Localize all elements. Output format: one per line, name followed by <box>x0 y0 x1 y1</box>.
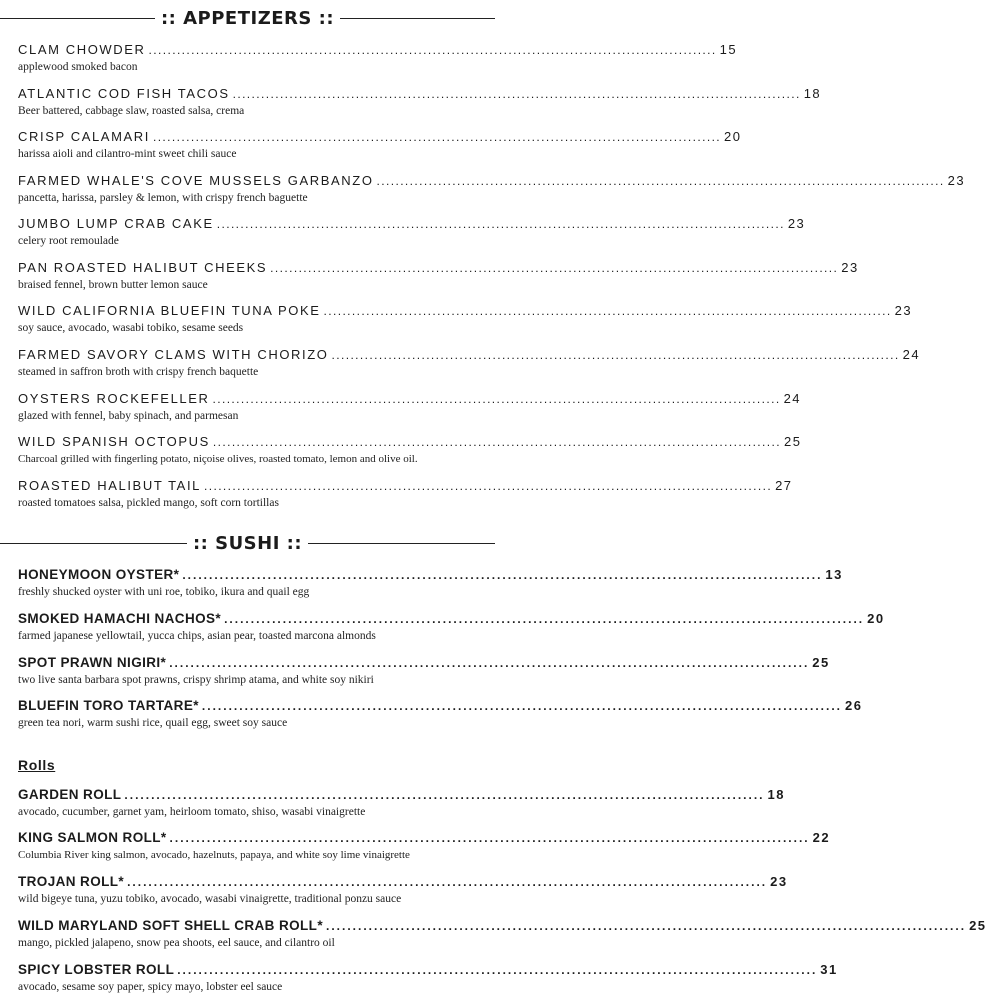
item-price: 18 <box>803 86 822 101</box>
leader-dots: ........................................................................................................................ <box>201 699 842 713</box>
item-description: celery root remoulade <box>18 235 119 247</box>
leader-dots: ........................................................................................................................ <box>376 174 945 188</box>
item-price: 13 <box>825 567 843 582</box>
item-name: BLUEFIN TORO TARTARE* <box>18 698 199 713</box>
item-description: glazed with fennel, baby spinach, and parmesan <box>18 410 239 422</box>
leader-dots: ........................................................................................................................ <box>212 435 781 449</box>
item-price: 23 <box>841 260 859 275</box>
item-description: freshly shucked oyster with uni roe, tobiko, ikura and quail egg <box>18 586 310 598</box>
leader-dots: ........................................................................................................................ <box>216 217 785 231</box>
menu-item <box>18 260 859 292</box>
header-rule <box>308 543 495 544</box>
item-description: steamed in saffron broth with crispy french baquette <box>18 366 259 378</box>
menu-item <box>18 42 738 74</box>
item-description: Beer battered, cabbage slaw, roasted salsa, crema <box>18 105 245 117</box>
item-price: 23 <box>947 173 966 188</box>
item-description: farmed japanese yellowtail, yucca chips, asian pear, toasted marcona almonds <box>18 630 376 642</box>
leader-dots: ........................................................................................................................ <box>232 87 801 101</box>
menu-item <box>18 129 742 161</box>
item-price: 26 <box>844 698 863 713</box>
item-name: ROASTED HALIBUT TAIL <box>18 478 201 493</box>
item-description: two live santa barbara spot prawns, crispy shrimp atama, and white soy nikiri <box>18 674 374 686</box>
item-price: 27 <box>775 478 793 493</box>
leader-dots: ........................................................................................................................ <box>323 304 892 318</box>
leader-dots: ........................................................................................................................ <box>204 479 773 493</box>
appetizers-header <box>0 8 495 29</box>
item-price: 31 <box>820 962 838 977</box>
leader-dots: ........................................................................................................................ <box>331 348 900 362</box>
leader-dots: ........................................................................................................................ <box>270 261 839 275</box>
item-name: FARMED WHALE'S COVE MUSSELS GARBANZO <box>18 173 374 188</box>
item-name: KING SALMON ROLL* <box>18 830 167 845</box>
menu-item <box>18 391 802 423</box>
item-price: 24 <box>783 391 802 406</box>
leader-dots: ........................................................................................................................ <box>169 831 810 845</box>
appetizers-title: :: APPETIZERS :: <box>160 8 335 29</box>
item-name: SPICY LOBSTER ROLL <box>18 962 175 977</box>
menu-item <box>18 216 806 248</box>
item-description: avocado, sesame soy paper, spicy mayo, lobster eel sauce <box>18 981 283 993</box>
menu-item <box>18 303 913 335</box>
menu-item <box>18 787 785 819</box>
menu-item <box>18 830 831 862</box>
item-price: 24 <box>902 347 921 362</box>
leader-dots: ........................................................................................................................ <box>325 919 967 933</box>
item-name: GARDEN ROLL <box>18 787 122 802</box>
item-description: mango, pickled jalapeno, snow pea shoots, eel sauce, and cilantro oil <box>18 937 335 949</box>
item-price: 25 <box>969 918 987 933</box>
item-description: harissa aioli and cilantro-mint sweet chili sauce <box>18 148 237 160</box>
item-price: 23 <box>787 216 806 231</box>
item-description: braised fennel, brown butter lemon sauce <box>18 279 208 291</box>
rolls-subheading: Rolls <box>18 757 56 773</box>
item-price: 25 <box>812 655 830 670</box>
item-price: 18 <box>767 787 785 802</box>
item-description: applewood smoked bacon <box>18 61 138 73</box>
item-name: WILD CALIFORNIA BLUEFIN TUNA POKE <box>18 303 321 318</box>
item-name: SMOKED HAMACHI NACHOS* <box>18 611 222 626</box>
item-price: 20 <box>724 129 742 144</box>
leader-dots: ........................................................................................................................ <box>182 568 823 582</box>
menu-item <box>18 962 838 994</box>
item-name: PAN ROASTED HALIBUT CHEEKS <box>18 260 268 275</box>
menu-item <box>18 347 921 379</box>
item-price: 23 <box>770 874 788 889</box>
item-name: OYSTERS ROCKEFELLER <box>18 391 210 406</box>
leader-dots: ........................................................................................................................ <box>177 963 818 977</box>
item-name: HONEYMOON OYSTER* <box>18 567 180 582</box>
leader-dots: ........................................................................................................................ <box>127 875 768 889</box>
item-name: FARMED SAVORY CLAMS WITH CHORIZO <box>18 347 329 362</box>
item-name: CLAM CHOWDER <box>18 42 146 57</box>
item-description: Columbia River king salmon, avocado, hazelnuts, papaya, and white soy lime vinaigrette <box>18 849 410 861</box>
menu-item <box>18 698 863 730</box>
item-description: green tea nori, warm sushi rice, quail egg, sweet soy sauce <box>18 717 288 729</box>
sushi-title: :: SUSHI :: <box>192 533 303 554</box>
header-rule <box>0 543 187 544</box>
leader-dots: ........................................................................................................................ <box>152 130 722 144</box>
item-name: SPOT PRAWN NIGIRI* <box>18 655 167 670</box>
leader-dots: ........................................................................................................................ <box>169 656 810 670</box>
item-description: soy sauce, avocado, wasabi tobiko, sesame seeds <box>18 322 244 334</box>
header-rule <box>340 18 495 19</box>
item-description: avocado, cucumber, garnet yam, heirloom tomato, shiso, wasabi vinaigrette <box>18 806 366 818</box>
item-price: 22 <box>812 830 831 845</box>
menu-item <box>18 611 885 643</box>
menu-item <box>18 86 822 118</box>
item-name: ATLANTIC COD FISH TACOS <box>18 86 230 101</box>
leader-dots: ........................................................................................................................ <box>224 612 865 626</box>
menu-item <box>18 874 788 906</box>
menu-item <box>18 918 987 950</box>
item-price: 23 <box>894 303 913 318</box>
leader-dots: ........................................................................................................................ <box>212 392 781 406</box>
item-price: 15 <box>719 42 738 57</box>
item-name: TROJAN ROLL* <box>18 874 125 889</box>
item-description: Charcoal grilled with fingerling potato, niçoise olives, roasted tomato, lemon and olive oil. <box>18 453 418 465</box>
item-description: pancetta, harissa, parsley & lemon, with crispy french baguette <box>18 192 308 204</box>
item-name: JUMBO LUMP CRAB CAKE <box>18 216 214 231</box>
item-description: roasted tomatoes salsa, pickled mango, soft corn tortillas <box>18 497 279 509</box>
sushi-header <box>0 533 495 554</box>
menu-item <box>18 655 830 687</box>
menu-item <box>18 478 793 510</box>
item-price: 20 <box>867 611 885 626</box>
item-name: WILD SPANISH OCTOPUS <box>18 434 210 449</box>
item-price: 25 <box>783 434 802 449</box>
item-name: CRISP CALAMARI <box>18 129 150 144</box>
leader-dots: ........................................................................................................................ <box>148 43 717 57</box>
item-name: WILD MARYLAND SOFT SHELL CRAB ROLL* <box>18 918 323 933</box>
item-description: wild bigeye tuna, yuzu tobiko, avocado, wasabi vinaigrette, traditional ponzu sauce <box>18 893 402 905</box>
menu-item <box>18 173 966 205</box>
menu-item <box>18 567 843 599</box>
menu-item <box>18 434 802 466</box>
header-rule <box>0 18 155 19</box>
leader-dots: ........................................................................................................................ <box>124 788 765 802</box>
